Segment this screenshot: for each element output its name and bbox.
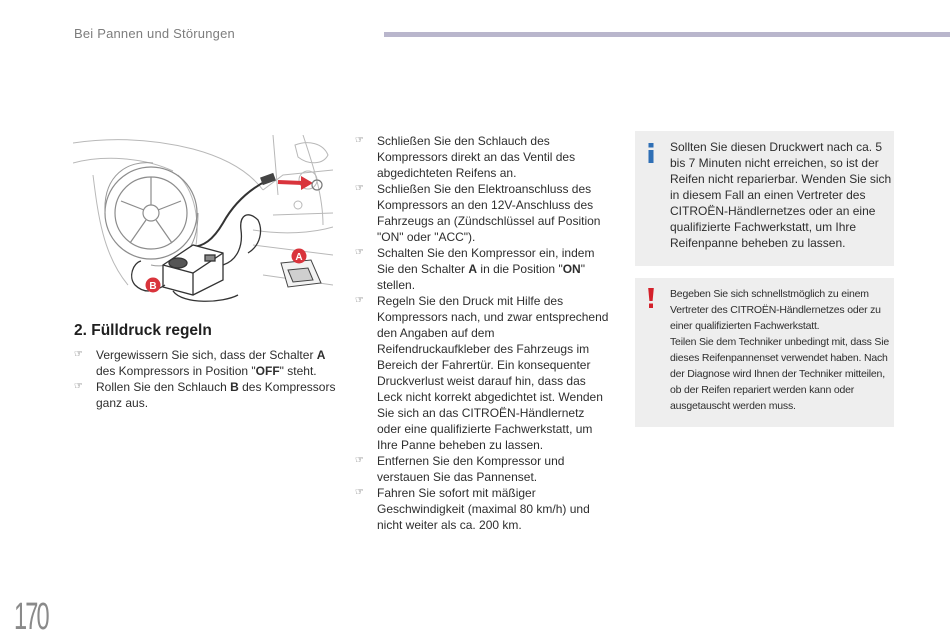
step-text: Schließen Sie den Schlauch des Kompressors direkt an das Ventil des abgedichteten Reifens an. bbox=[377, 134, 576, 180]
step-text: Regeln Sie den Druck mit Hilfe des Kompressors nach, und zwar entsprechend den Angaben auf dem Reifendruckaufkleber des Fahrzeugs im Bereich der Fahrertür. Ein konsequenter Druckverlust weist darauf hin, dass das Leck nicht korrekt abgedichtet ist. Wenden Sie sich an das CITROËN-Händlernetz oder eine qualifizierte Fachwerkstatt, um Ihre Panne beheben zu lassen. bbox=[377, 294, 609, 452]
emphasis-text: A bbox=[468, 262, 478, 276]
step-text: Vergewissern Sie sich, dass der Schalter bbox=[96, 348, 317, 362]
section-title: Bei Pannen und Störungen bbox=[74, 26, 235, 41]
step-text: " stellen. bbox=[377, 262, 585, 292]
pointing-hand-bullet-icon: ☞ bbox=[355, 135, 364, 146]
sub-heading: 2. Fülldruck regeln bbox=[74, 322, 212, 339]
warning-box bbox=[635, 278, 894, 427]
warning-icon bbox=[647, 288, 655, 308]
label-a: A bbox=[295, 252, 303, 263]
pointing-hand-bullet-icon: ☞ bbox=[355, 183, 364, 194]
pointing-hand-bullet-icon: ☞ bbox=[355, 487, 364, 498]
list-item bbox=[74, 347, 344, 379]
step-text: Fahren Sie sofort mit mäßiger Geschwindigkeit (maximal 80 km/h) und nicht weiter als ca. 200 km. bbox=[377, 486, 590, 532]
label-b: B bbox=[149, 281, 157, 292]
list-item bbox=[355, 453, 611, 485]
emphasis-text: ON bbox=[562, 262, 581, 276]
info-box bbox=[635, 131, 894, 266]
middle-steps-list bbox=[355, 133, 611, 533]
list-item bbox=[355, 181, 611, 245]
warning-text-2: Teilen Sie dem Techniker unbedingt mit, dass Sie dieses Reifenpannenset verwendet haben. Nach der Diagnose wird Ihnen der Techniker mitteilen, ob der Reifen repariert werden kann oder ausgetauscht werden muss. bbox=[670, 336, 890, 412]
step-text: Schalten Sie den Kompressor ein, indem Sie den Schalter bbox=[377, 246, 595, 276]
pointing-hand-bullet-icon: ☞ bbox=[355, 455, 364, 466]
step-text: Schließen Sie den Elektroanschluss des Kompressors an den 12V-Anschluss des Fahrzeugs an (Zündschlüssel auf Position "ON" oder "ACC"). bbox=[377, 182, 601, 244]
step-text: des Kompressors in Position " bbox=[96, 364, 256, 378]
emphasis-text: B bbox=[230, 380, 239, 394]
list-item bbox=[355, 133, 611, 181]
header-bar bbox=[384, 32, 950, 37]
pointing-hand-bullet-icon: ☞ bbox=[355, 295, 364, 306]
step-text: Entfernen Sie den Kompressor und verstauen Sie das Pannenset. bbox=[377, 454, 565, 484]
emphasis-text: OFF bbox=[255, 364, 280, 378]
step-text: in die Position " bbox=[477, 262, 563, 276]
list-item bbox=[355, 245, 611, 293]
emphasis-text: A bbox=[316, 348, 326, 362]
step-text: des Kompressors ganz aus. bbox=[96, 380, 336, 410]
pointing-hand-bullet-icon: ☞ bbox=[74, 349, 83, 360]
page-number: 170 bbox=[14, 596, 48, 638]
info-icon bbox=[647, 143, 655, 163]
pointing-hand-bullet-icon: ☞ bbox=[74, 381, 83, 392]
left-steps-list bbox=[74, 347, 344, 411]
list-item bbox=[74, 379, 344, 411]
pointing-hand-bullet-icon: ☞ bbox=[355, 247, 364, 258]
warning-text-1: Begeben Sie sich schnellstmöglich zu einem Vertreter des CITROËN-Händlernetzes oder zu einer qualifizierten Fachwerkstatt. bbox=[670, 288, 881, 332]
compressor-illustration bbox=[73, 135, 333, 305]
list-item bbox=[355, 485, 611, 533]
step-text: " steht. bbox=[279, 364, 317, 378]
info-text: Sollten Sie diesen Druckwert nach ca. 5 bis 7 Minuten nicht erreichen, so ist der Reifen nicht reparierbar. Wenden Sie sich in diesem Fall an einen Vertreter des CITROËN-Händlernetzes oder an eine qualifizierte Fachwerkstatt, um Ihre Reifenpanne beheben zu lassen. bbox=[670, 140, 892, 250]
step-text: Rollen Sie den Schlauch bbox=[96, 380, 231, 394]
list-item bbox=[355, 293, 611, 453]
